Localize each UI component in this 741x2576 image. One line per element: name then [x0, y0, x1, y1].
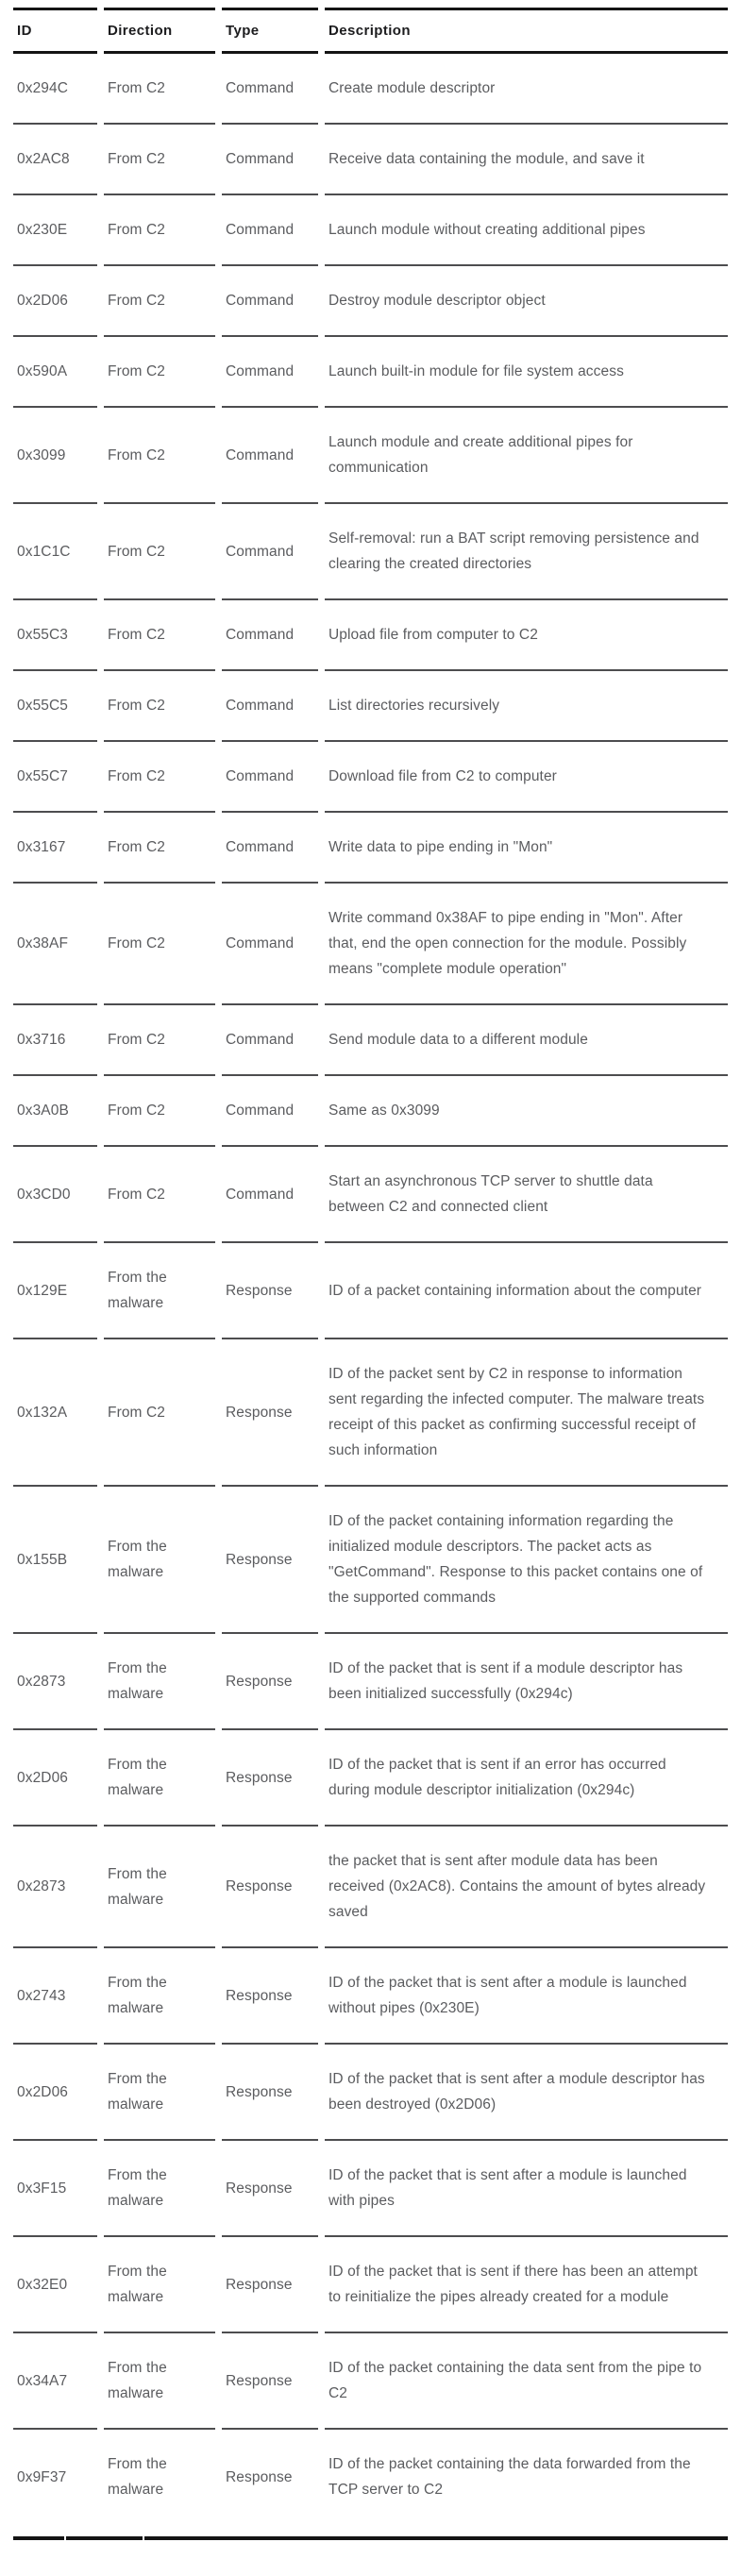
cell-id: 0x2D06	[13, 1730, 97, 1827]
table-row	[13, 671, 728, 742]
cell-id: 0x3F15	[13, 2141, 97, 2237]
cell-type: Command	[222, 1005, 318, 1076]
table-row	[13, 1827, 728, 1948]
table-row	[13, 1243, 728, 1339]
cell-description: Upload file from computer to C2	[325, 600, 728, 671]
table-row	[13, 1487, 728, 1634]
cell-direction: From C2	[104, 504, 215, 600]
table-row	[13, 884, 728, 1005]
table-row	[13, 1076, 728, 1147]
cell-id: 0x2D06	[13, 2045, 97, 2141]
table-row	[13, 600, 728, 671]
cell-direction: From C2	[104, 742, 215, 813]
cell-direction: From the malware	[104, 1634, 215, 1730]
cell-direction: From C2	[104, 600, 215, 671]
cell-direction: From the malware	[104, 2045, 215, 2141]
cell-type: Command	[222, 1076, 318, 1147]
cell-type: Command	[222, 504, 318, 600]
cell-id: 0x294C	[13, 54, 97, 125]
cell-description: Send module data to a different module	[325, 1005, 728, 1076]
table-row	[13, 1948, 728, 2045]
table-row	[13, 2430, 728, 2536]
cell-description: ID of the packet that is sent if there has been an attempt to reinitialize the pipes already created for a module	[325, 2237, 728, 2333]
table-body	[13, 54, 728, 2536]
cell-direction: From C2	[104, 671, 215, 742]
cell-description: Launch module and create additional pipes for communication	[325, 408, 728, 504]
cell-type: Command	[222, 671, 318, 742]
cell-direction: From C2	[104, 54, 215, 125]
cell-type: Response	[222, 1948, 318, 2045]
cell-description: ID of a packet containing information about the computer	[325, 1243, 728, 1339]
cell-direction: From C2	[104, 195, 215, 266]
header-cell-description: Description	[325, 8, 728, 54]
cell-direction: From the malware	[104, 1487, 215, 1634]
cell-id: 0x2743	[13, 1948, 97, 2045]
table-row	[13, 813, 728, 884]
cell-id: 0x3716	[13, 1005, 97, 1076]
cell-id: 0x55C3	[13, 600, 97, 671]
table-row	[13, 1339, 728, 1487]
cell-id: 0x9F37	[17, 2468, 67, 2485]
bottom-border-segment	[13, 2536, 64, 2540]
cell-type: Command	[222, 195, 318, 266]
table-row	[13, 337, 728, 408]
cell-type: Response	[222, 1634, 318, 1730]
cell-id: 0x2AC8	[13, 125, 97, 195]
cell-id: 0x2873	[13, 1634, 97, 1730]
cell-direction: From the malware	[104, 1827, 215, 1948]
cell-direction: From the malware	[104, 1948, 215, 2045]
cell-direction: From C2	[104, 408, 215, 504]
cell-id: 0x34A7	[13, 2333, 97, 2430]
table-row	[13, 2141, 728, 2237]
cell-id: 0x155B	[13, 1487, 97, 1634]
bottom-border-segment	[144, 2536, 728, 2540]
table-row	[13, 125, 728, 195]
cell-description: ID of the packet that is sent after a module is launched without pipes (0x230E)	[325, 1948, 728, 2045]
table-row	[13, 504, 728, 600]
cell-description: ID of the packet containing information regarding the initialized module descriptors. The packet acts as "GetCommand". Response to this packet contains one of the supported commands	[325, 1487, 728, 1634]
commands-table	[13, 8, 728, 2540]
cell-id: 0x132A	[13, 1339, 97, 1487]
cell-direction: From the malware	[104, 1243, 215, 1339]
table-row	[13, 2237, 728, 2333]
cell-description: Write command 0x38AF to pipe ending in "Mon". After that, end the open connection for the module. Possibly means "complete module operation"	[325, 884, 728, 1005]
table-row	[13, 408, 728, 504]
table-row	[13, 2333, 728, 2430]
cell-type: Response	[222, 2237, 318, 2333]
cell-direction: From C2	[104, 1076, 215, 1147]
cell-id: 0x2873	[13, 1827, 97, 1948]
cell-type: Command	[222, 600, 318, 671]
cell-direction: From C2	[104, 1147, 215, 1243]
cell-id: 0x590A	[13, 337, 97, 408]
cell-id: 0x129E	[13, 1243, 97, 1339]
table-row	[13, 2045, 728, 2141]
cell-type: Command	[222, 1147, 318, 1243]
cell-direction: From C2	[104, 1005, 215, 1076]
table-row	[13, 742, 728, 813]
cell-description: Self-removal: run a BAT script removing persistence and clearing the created directories	[325, 504, 728, 600]
cell-type: Command	[222, 337, 318, 408]
cell-id: 0x230E	[13, 195, 97, 266]
table-row	[13, 1005, 728, 1076]
table-row	[13, 1730, 728, 1827]
cell-id: 0x55C5	[13, 671, 97, 742]
cell-type: Response	[226, 2468, 293, 2485]
cell-type: Response	[222, 1339, 318, 1487]
cell-description: Same as 0x3099	[325, 1076, 728, 1147]
cell-direction: From the malware	[104, 2237, 215, 2333]
cell-description: ID of the packet that is sent if an error has occurred during module descriptor initialization (0x294c)	[325, 1730, 728, 1827]
cell-direction: From C2	[104, 266, 215, 337]
cell-id: 0x3099	[13, 408, 97, 504]
cell-direction: From C2	[104, 813, 215, 884]
cell-id: 0x3167	[13, 813, 97, 884]
cell-description: Launch module without creating additional pipes	[325, 195, 728, 266]
cell-direction: From C2	[104, 1339, 215, 1487]
cell-type: Command	[222, 54, 318, 125]
cell-description: ID of the packet containing the data sent from the pipe to C2	[325, 2333, 728, 2430]
cell-description: ID of the packet that is sent after a module descriptor has been destroyed (0x2D06)	[325, 2045, 728, 2141]
cell-id: 0x1C1C	[13, 504, 97, 600]
bottom-border-segment	[66, 2536, 143, 2540]
cell-description: ID of the packet that is sent after a module is launched with pipes	[325, 2141, 728, 2237]
cell-description: Start an asynchronous TCP server to shuttle data between C2 and connected client	[325, 1147, 728, 1243]
table-row	[13, 195, 728, 266]
table-header-row	[13, 8, 728, 54]
cell-id: 0x38AF	[13, 884, 97, 1005]
cell-direction: From C2	[104, 884, 215, 1005]
cell-type: Response	[222, 2141, 318, 2237]
cell-type: Command	[222, 813, 318, 884]
cell-type: Response	[222, 2333, 318, 2430]
table-row	[13, 54, 728, 125]
cell-description: Receive data containing the module, and save it	[325, 125, 728, 195]
cell-description: Write data to pipe ending in "Mon"	[325, 813, 728, 884]
cell-id: 0x3CD0	[13, 1147, 97, 1243]
cell-description: Download file from C2 to computer	[325, 742, 728, 813]
cell-type: Response	[222, 2045, 318, 2141]
cell-id: 0x55C7	[13, 742, 97, 813]
header-cell-type: Type	[222, 8, 318, 54]
cell-direction: From C2	[104, 337, 215, 408]
cell-direction: From the malware	[104, 1730, 215, 1827]
table-row	[13, 1634, 728, 1730]
cell-id: 0x3A0B	[13, 1076, 97, 1147]
cell-type: Response	[222, 1827, 318, 1948]
cell-description: Launch built-in module for file system access	[325, 337, 728, 408]
header-cell-direction: Direction	[104, 8, 215, 54]
header-cell-id: ID	[13, 8, 97, 54]
cell-id: 0x2D06	[13, 266, 97, 337]
cell-description: ID of the packet containing the data forwarded from the TCP server to C2	[328, 2456, 691, 2498]
cell-description: Create module descriptor	[325, 54, 728, 125]
table-row	[13, 1147, 728, 1243]
cell-direction: From C2	[104, 125, 215, 195]
cell-direction: From the malware	[104, 2333, 215, 2430]
cell-type: Command	[222, 742, 318, 813]
table-row	[13, 266, 728, 337]
cell-type: Response	[222, 1730, 318, 1827]
cell-description: Destroy module descriptor object	[325, 266, 728, 337]
cell-type: Command	[222, 125, 318, 195]
cell-direction: From the malware	[104, 2141, 215, 2237]
cell-type: Command	[222, 266, 318, 337]
cell-direction: From the malware	[108, 2456, 167, 2498]
cell-type: Response	[222, 1487, 318, 1634]
cell-type: Command	[222, 408, 318, 504]
table-bottom-border	[13, 2536, 728, 2540]
cell-description: ID of the packet that is sent if a module descriptor has been initialized successfully (0x294c)	[325, 1634, 728, 1730]
cell-description: ID of the packet sent by C2 in response to information sent regarding the infected computer. The malware treats receipt of this packet as confirming successful receipt of such information	[325, 1339, 728, 1487]
cell-type: Response	[222, 1243, 318, 1339]
cell-id: 0x32E0	[13, 2237, 97, 2333]
cell-description: the packet that is sent after module data has been received (0x2AC8). Contains the amount of bytes already saved	[325, 1827, 728, 1948]
cell-description: List directories recursively	[325, 671, 728, 742]
cell-type: Command	[222, 884, 318, 1005]
